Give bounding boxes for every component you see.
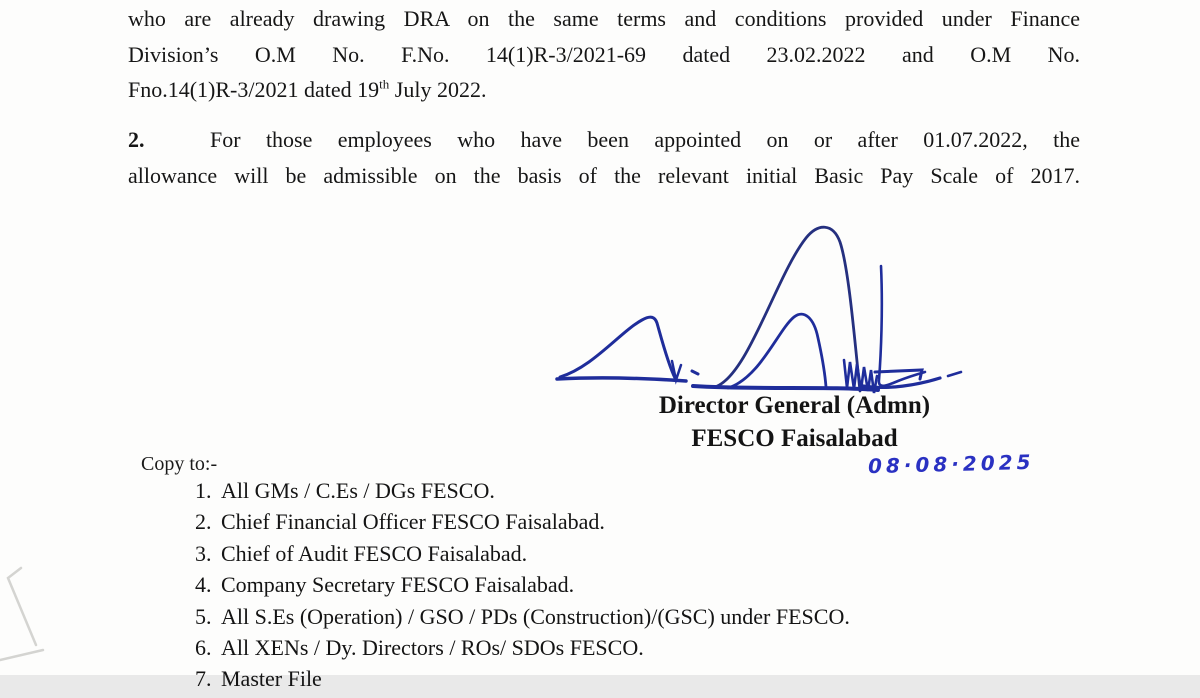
list-item: 1. All GMs / C.Es / DGs FESCO. [217,478,850,509]
signature-icon [548,214,968,396]
list-item: 5. All S.Es (Operation) / GSO / PDs (Construction)/(GSC) under FESCO. [217,604,850,635]
paragraph-line [128,122,1080,158]
copy-to-label: Copy to:- [141,453,218,475]
reference-text: July 2022. [389,77,487,102]
handwritten-date: 08·08·2025 [867,449,1035,479]
list-item: 4. Company Secretary FESCO Faisalabad. [217,572,850,603]
reference-text: Fno.14(1)R-3/2021 dated 19 [128,77,380,102]
paragraph-text: For those employees who have been appointed on or after 01.07.2022, the [210,127,1080,152]
paragraph-line: who are already drawing DRA on the same terms and conditions provided under Finance [128,6,1080,31]
ordinal-superscript: th [379,76,390,92]
paragraph-line [128,72,1080,108]
paragraph-line: Division’s O.M No. F.No. 14(1)R-3/2021-69 dated 23.02.2022 and O.M No. [128,41,1080,67]
paragraph-continuation [128,1,1080,108]
copy-to-list [179,478,850,698]
signatory-title: Director General (Admn) [658,392,931,419]
paragraph-line: allowance will be admissible on the basis of the relevant initial Basic Pay Scale of 2017. [128,162,1080,188]
list-item: 3. Chief of Audit FESCO Faisalabad. [217,541,850,572]
paragraph-number: 2. [128,127,145,152]
list-item: 6. All XENs / Dy. Directors / ROs/ SDOs FESCO. [217,635,850,666]
scan-artifact [0,556,60,675]
list-item: 7. Master File [217,666,850,697]
list-item: 2. Chief Financial Officer FESCO Faisalabad. [217,509,850,540]
signatory-organization: FESCO Faisalabad [691,425,898,452]
signatory-block [602,389,987,455]
paragraph-2 [128,122,1080,193]
